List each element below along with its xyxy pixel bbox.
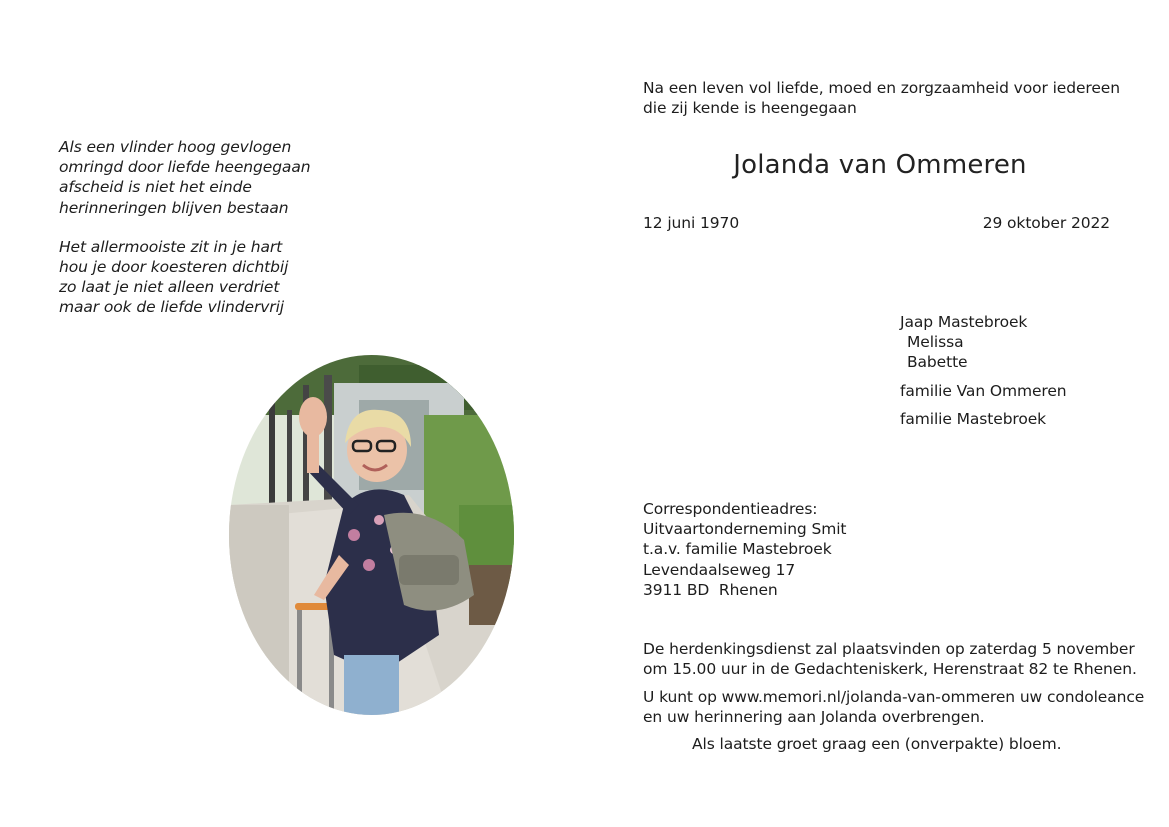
address-line: Uitvaartonderneming Smit bbox=[643, 520, 847, 539]
address-line: Levendaalseweg 17 bbox=[643, 560, 796, 579]
address-line: t.a.v. familie Mastebroek bbox=[643, 540, 832, 559]
service-line: De herdenkingsdienst zal plaatsvinden op zaterdag 5 november bbox=[643, 640, 1135, 658]
online-line: U kunt op www.memori.nl/jolanda-van-ommeren uw condoleance bbox=[643, 688, 1145, 706]
deceased-name: Jolanda van Ommeren bbox=[733, 150, 1027, 180]
stanza-gap bbox=[59, 218, 310, 237]
poem-line: Als een vlinder hoog gevlogen bbox=[59, 138, 292, 156]
poem-line: maar ook de liefde vlindervrij bbox=[59, 298, 284, 317]
service-line: om 15.00 uur in de Gedachteniskerk, Herenstraat 82 te Rhenen. bbox=[643, 660, 1137, 679]
poem-line: omringd door liefde heengegaan bbox=[59, 158, 311, 177]
partner-name: Jaap Mastebroek bbox=[900, 313, 1028, 331]
portrait-photo bbox=[229, 355, 514, 715]
correspondence-address bbox=[643, 499, 846, 600]
poem-line: Het allermooiste zit in je hart bbox=[59, 237, 283, 256]
child-name: Babette bbox=[907, 353, 968, 372]
poem-line: hou je door koesteren dichtbij bbox=[59, 258, 289, 277]
poem bbox=[59, 137, 310, 318]
portrait-illustration bbox=[229, 355, 514, 715]
child-name: Melissa bbox=[907, 333, 964, 352]
death-date: 29 oktober 2022 bbox=[982, 214, 1110, 232]
intro-line: Na een leven vol liefde, moed en zorgzaamheid voor iedereen bbox=[643, 79, 1120, 97]
birth-date: 12 juni 1970 bbox=[643, 214, 740, 232]
intro-text bbox=[643, 78, 1120, 118]
address-line: 3911 BD Rhenen bbox=[643, 580, 778, 599]
service-info bbox=[643, 639, 1137, 679]
online-condolence bbox=[643, 687, 1144, 727]
closing-note: Als laatste groet graag een (onverpakte) bloem. bbox=[692, 735, 1062, 753]
address-line: Correspondentieadres: bbox=[643, 500, 818, 518]
family-group: familie Mastebroek bbox=[900, 409, 1047, 428]
poem-line: afscheid is niet het einde bbox=[59, 178, 252, 197]
online-line: en uw herinnering aan Jolanda overbrengen. bbox=[643, 708, 985, 727]
family-group: familie Van Ommeren bbox=[900, 381, 1067, 400]
poem-line: herinneringen blijven bestaan bbox=[59, 198, 289, 217]
intro-line: die zij kende is heengegaan bbox=[643, 99, 857, 118]
poem-line: zo laat je niet alleen verdriet bbox=[59, 278, 280, 297]
family-list bbox=[900, 312, 1067, 429]
